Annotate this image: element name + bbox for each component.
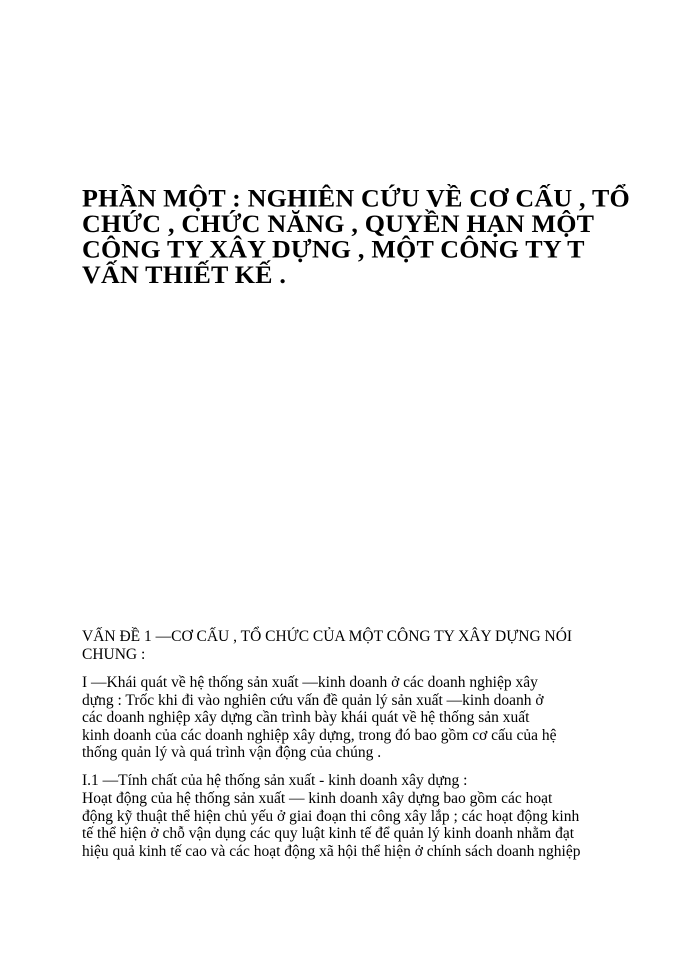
subheading-text: I.1 —Tính chất của hệ thống sản xuất - kinh doanh xây dựng : <box>82 772 468 789</box>
body-paragraph <box>82 790 654 860</box>
paragraph-line: hiệu quả kinh tế cao và các hoạt động xã hội thể hiện ở chính sách doanh nghiệp <box>82 842 581 860</box>
paragraph-line: thống quản lý và quá trình vận động của chúng . <box>82 744 382 761</box>
paragraph-line: động kỹ thuật thể hiện chủ yếu ở giai đoạn thi công xây lắp ; các hoạt động kinh <box>82 807 580 825</box>
paragraph-line: Hoạt động của hệ thống sản xuất — kinh doanh xây dựng bao gồm các hoạt <box>82 790 553 807</box>
section-heading-line: VẤN ĐỀ 1 —CƠ CẤU , TỔ CHỨC CỦA MỘT CÔNG TY XÂY DỰNG NÓI <box>82 628 573 645</box>
title-line: VẤN THIẾT KẾ . <box>82 260 287 289</box>
paragraph-line: dựng : Trốc khi đi vào nghiên cứu vấn đề quản lý sản xuất —kinh doanh ở <box>82 691 544 709</box>
subsection-heading <box>82 772 654 790</box>
title-line: PHẦN MỘT : NGHIÊN CỨU VỀ CƠ CẤU , TỔ <box>82 184 630 213</box>
page-title <box>82 186 672 288</box>
intro-paragraph <box>82 674 654 762</box>
section-heading-line: CHUNG : <box>82 646 146 663</box>
paragraph-line: I —Khái quát về hệ thống sản xuất —kinh doanh ở các doanh nghiệp xây <box>82 674 538 691</box>
section-heading <box>82 628 662 664</box>
paragraph-line: kinh doanh của các doanh nghiệp xây dựng, trong đó bao gồm cơ cấu của hệ <box>82 726 557 744</box>
paragraph-line: tế thể hiện ở chỗ vận dụng các quy luật kinh tế để quản lý kinh doanh nhằm đạt <box>82 825 575 842</box>
paragraph-line: các doanh nghiệp xây dựng cần trình bày khái quát về hệ thống sản xuất <box>82 709 530 726</box>
title-line: CÔNG TY XÂY DỰNG , MỘT CÔNG TY T <box>82 235 585 264</box>
title-line: CHỨC , CHỨC NĂNG , QUYỀN HẠN MỘT <box>82 209 595 238</box>
